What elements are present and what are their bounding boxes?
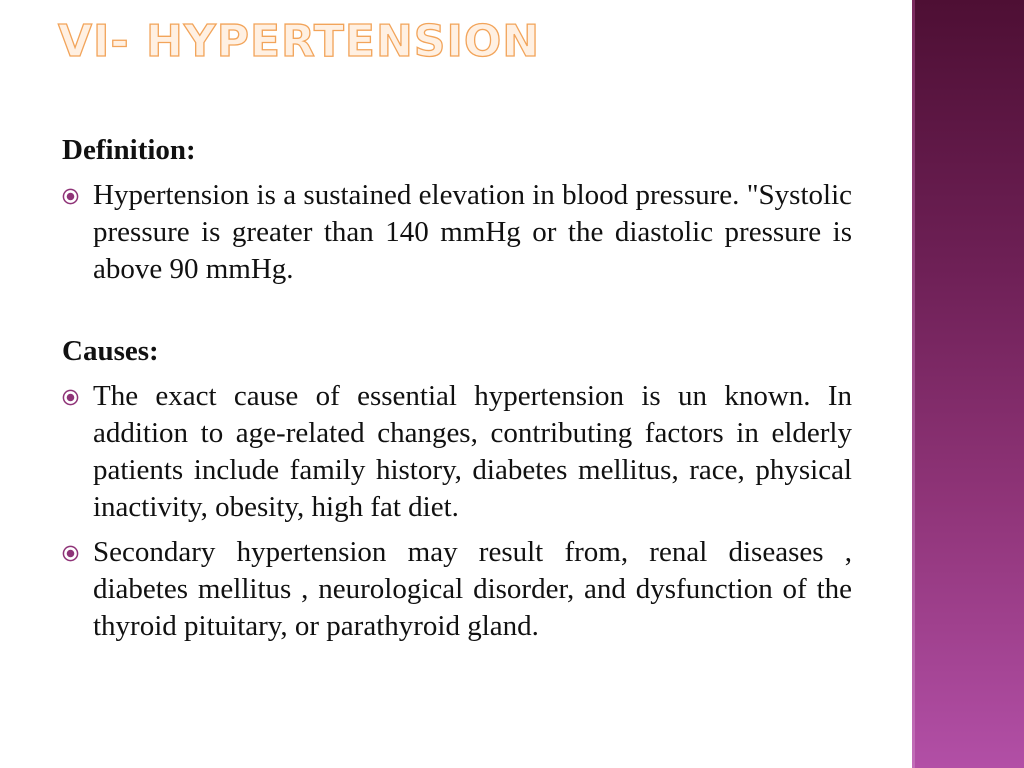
causes-bullet (62, 534, 852, 645)
slide-title: VI- HYPERTENSION (58, 16, 541, 67)
causes-heading: Causes: (62, 335, 159, 367)
radio-bullet-icon (62, 545, 79, 562)
causes-bullet-text: The exact cause of essential hypertension is un known. In addition to age-related changes, contributing factors in elderly patients include family history, diabetes mellitus, race, physical inactivity, obesity, high fat diet. (93, 380, 852, 523)
definition-heading: Definition: (62, 134, 196, 166)
radio-bullet-icon (62, 188, 79, 205)
definition-bullet-text: Hypertension is a sustained elevation in blood pressure. "Systolic pressure is greater than 140 mmHg or the diastolic pressure is above 90 mmHg. (93, 179, 852, 285)
slide-body (62, 128, 852, 645)
radio-bullet-icon (62, 389, 79, 406)
causes-bullet (62, 378, 852, 526)
definition-bullet (62, 177, 852, 288)
decorative-side-band (912, 0, 1024, 768)
causes-bullet-text: Secondary hypertension may result from, renal diseases , diabetes mellitus , neurological disorder, and dysfunction of the thyroid pituitary, or parathyroid gland. (93, 536, 852, 642)
